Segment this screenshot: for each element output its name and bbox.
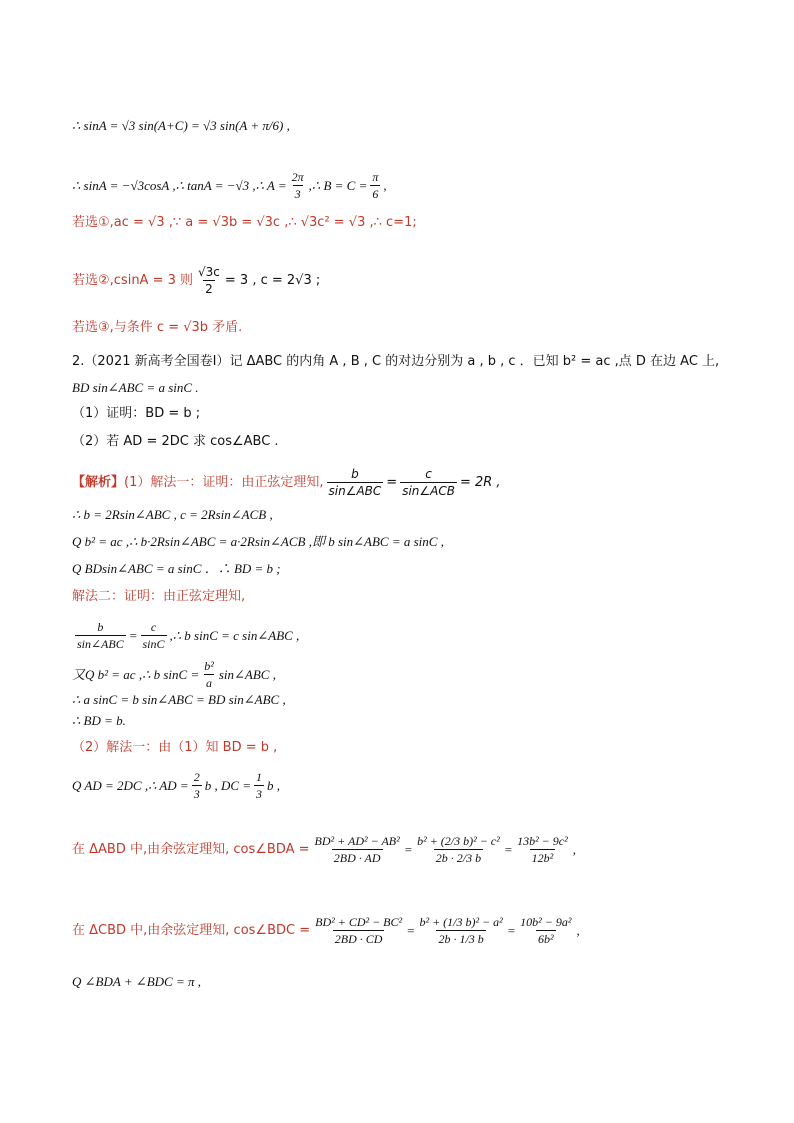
fraction-denominator: 2b · 2/3 b	[435, 851, 482, 865]
solution-line	[72, 690, 732, 710]
fraction-denominator: a	[206, 676, 213, 690]
fraction-numerator: b² + (2/3 b)² − c²	[417, 834, 500, 848]
solution-text: b , DC =	[204, 777, 252, 793]
fraction-numerator: 1	[256, 770, 263, 784]
equation-line-1	[72, 116, 732, 136]
question-text: BD sin∠ABC = a sinC .	[72, 380, 199, 395]
fraction	[254, 770, 264, 801]
fraction-numerator: √3c	[198, 265, 220, 279]
fraction-numerator: c	[425, 467, 432, 481]
equals-sign: =	[386, 474, 398, 490]
equals-sign: =	[407, 922, 415, 938]
solution-method-2	[72, 587, 732, 607]
equals-sign: =	[128, 627, 138, 643]
equation-text: ∴ sinA = −√3cosA ,∴ tanA = −√3 ,∴ A =	[72, 177, 287, 193]
fraction-denominator: sinC	[142, 637, 165, 651]
solution-text: b ,	[267, 777, 281, 793]
equals-sign: =	[404, 841, 413, 857]
fraction	[515, 834, 570, 865]
fraction-denominator: 2	[205, 282, 213, 296]
fraction	[313, 834, 402, 865]
solution-text: ,∴ b sinC = c sin∠ABC ,	[169, 627, 300, 643]
fraction-denominator: sin∠ABC	[77, 637, 124, 651]
fraction-denominator: sin∠ACB	[402, 484, 455, 498]
fraction	[327, 467, 384, 498]
fraction-numerator: BD² + CD² − BC²	[315, 915, 403, 929]
fraction-numerator: b	[351, 467, 359, 481]
solution-text: (1）解法一：证明：由正弦定理知,	[124, 474, 324, 490]
case-2-line	[72, 265, 732, 296]
solution-line	[72, 659, 732, 690]
fraction	[290, 170, 306, 201]
equation-text: ,	[383, 177, 387, 193]
solution-text: Q b² = ac ,∴ b·2Rsin∠ABC = a·2Rsin∠ACB ,即 b sin∠ABC = a sinC ,	[72, 534, 444, 549]
case-text: = 3 , c = 2√3 ;	[224, 272, 321, 288]
solution-text: 在 ΔCBD 中,由余弦定理知, cos∠BDC =	[72, 922, 311, 938]
solution-text: ∴ BD = b.	[72, 713, 126, 728]
solution-text: 在 ΔABD 中,由余弦定理知, cos∠BDA =	[72, 841, 310, 857]
solution-text: 解法二：证明：由正弦定理知,	[72, 589, 246, 604]
cosine-law-cbd	[72, 915, 732, 946]
question-2-header	[72, 352, 732, 372]
solution-line	[72, 770, 732, 801]
fraction-denominator: 2b · 1/3 b	[438, 932, 484, 946]
fraction-denominator: 3	[256, 787, 263, 801]
equals-sign: =	[507, 922, 516, 938]
fraction-denominator: 12b²	[531, 851, 554, 865]
equals-sign: =	[504, 841, 513, 857]
question-text: （1）证明：BD = b ;	[72, 406, 201, 421]
solution-text: ,	[576, 922, 580, 938]
fraction	[196, 265, 222, 296]
solution-line	[72, 711, 732, 731]
solution-line	[72, 559, 732, 579]
solution-text: ∴ a sinC = b sin∠ABC = BD sin∠ABC ,	[72, 692, 286, 707]
question-2-part-2	[72, 432, 732, 452]
solution-intro	[72, 467, 732, 498]
equation-line-2	[72, 170, 732, 201]
fraction-numerator: 13b² − 9c²	[517, 834, 568, 848]
fraction-denominator: 3	[193, 787, 200, 801]
solution-text: （2）解法一：由（1）知 BD = b ,	[72, 740, 278, 755]
fraction-numerator: b²	[204, 659, 214, 673]
fraction	[141, 620, 167, 651]
fraction-denominator: 2BD · CD	[334, 932, 383, 946]
fraction-numerator: b² + (1/3 b)² − a²	[419, 915, 503, 929]
fraction-denominator: sin∠ABC	[328, 484, 382, 498]
solution-tag: 【解析】	[72, 474, 125, 490]
solution-text: Q AD = 2DC ,∴ AD =	[72, 777, 189, 793]
case-text: 若选②,csinA = 3 则	[72, 272, 194, 288]
solution-line	[72, 972, 732, 992]
fraction	[518, 915, 573, 946]
solution-text: ∴ b = 2Rsin∠ABC , c = 2Rsin∠ACB ,	[72, 507, 273, 522]
fraction-numerator: 2π	[291, 170, 304, 184]
solution-text: 又Q b² = ac ,∴ b sinC =	[72, 666, 200, 682]
fraction	[415, 834, 502, 865]
cosine-law-abd	[72, 834, 732, 865]
fraction-numerator: 10b² − 9a²	[520, 915, 572, 929]
fraction-numerator: c	[150, 620, 157, 634]
fraction-numerator: b	[97, 620, 104, 634]
question-text: 2.（2021 新高考全国卷Ⅰ）记 ΔABC 的内角 A , B , C 的对边分别为 a , b , c ．已知 b² = ac ,点 D 在边 AC 上,	[72, 354, 720, 369]
solution-line	[72, 620, 732, 651]
fraction	[202, 659, 216, 690]
question-2-condition	[72, 378, 732, 398]
case-3-line	[72, 318, 732, 338]
fraction-numerator: π	[372, 170, 379, 184]
fraction	[400, 467, 457, 498]
fraction	[417, 915, 504, 946]
question-2-part-1	[72, 404, 732, 424]
fraction	[370, 170, 380, 201]
fraction	[313, 915, 404, 946]
solution-text: Q BDsin∠ABC = a sinC ．∴ BD = b ;	[72, 561, 281, 576]
solution-text: = 2R ,	[459, 474, 501, 490]
fraction-denominator: 2BD · AD	[333, 851, 381, 865]
fraction-denominator: 6b²	[537, 932, 554, 946]
equation-text: ∴ sinA = √3 sin(A+C) = √3 sin(A + π/6) ,	[72, 118, 290, 133]
case-1-line	[72, 213, 732, 233]
solution-line	[72, 532, 732, 552]
case-text: 若选③,与条件 c = √3b 矛盾.	[72, 320, 243, 335]
fraction	[75, 620, 126, 651]
solution-line	[72, 505, 732, 525]
solution-text: sin∠ABC ,	[218, 666, 276, 682]
fraction-denominator: 3	[294, 187, 301, 201]
case-text: 若选①,ac = √3 ,∵ a = √3b = √3c ,∴ √3c² = √3 ,∴ c=1;	[72, 215, 417, 230]
solution-part-2	[72, 738, 732, 758]
solution-text: Q ∠BDA + ∠BDC = π ,	[72, 974, 202, 989]
fraction	[192, 770, 202, 801]
fraction-numerator: BD² + AD² − AB²	[314, 834, 400, 848]
solution-text: ,	[572, 841, 576, 857]
fraction-numerator: 2	[193, 770, 200, 784]
equation-text: ,∴ B = C =	[308, 177, 368, 193]
fraction-denominator: 6	[372, 187, 379, 201]
question-text: （2）若 AD = 2DC 求 cos∠ABC .	[72, 434, 279, 449]
